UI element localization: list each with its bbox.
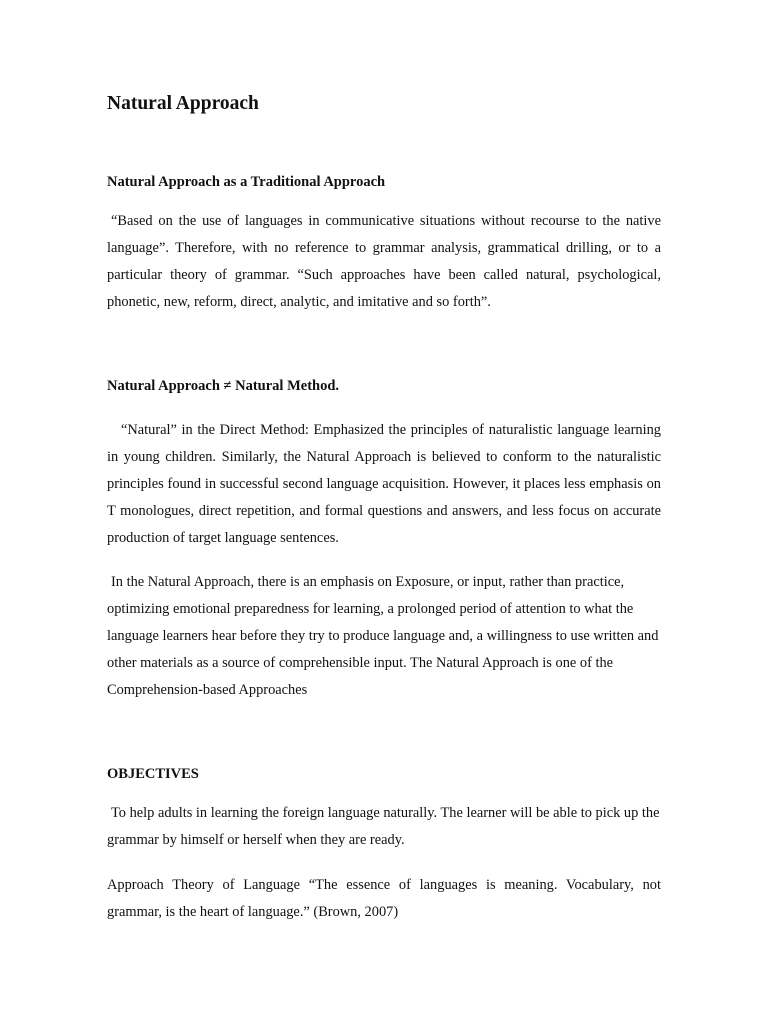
paragraph-traditional-approach: “Based on the use of languages in communicative situations without recourse to the native language”. Therefore, with no reference to grammar analysis, grammatical drilling, or to a particular theory of grammar. “Such approaches have been called natural, psychological, phonetic, new, reform, direct, analytic, and imitative and so forth”. <box>107 213 661 310</box>
document-title: Natural Approach <box>107 93 259 114</box>
paragraph-exposure-input: In the Natural Approach, there is an emphasis on Exposure, or input, rather than practice, optimizing emotional preparedness for learning, a prolonged period of attention to what the language learners hear before they try to produce language and, a willingness to use written and other materials as a source of comprehensible input. The Natural Approach is one of the Comprehension-based Approaches <box>107 574 659 698</box>
paragraph-objectives: To help adults in learning the foreign language naturally. The learner will be able to pick up the grammar by himself or herself when they are ready. <box>107 805 660 848</box>
section-heading-traditional-approach: Natural Approach as a Traditional Approach <box>107 174 386 190</box>
paragraph-theory-of-language: Approach Theory of Language “The essence of languages is meaning. Vocabulary, not grammar, is the heart of language.” (Brown, 2007) <box>107 877 661 920</box>
section-heading-objectives: OBJECTIVES <box>107 766 199 782</box>
section-heading-natural-method: Natural Approach ≠ Natural Method. <box>107 378 340 394</box>
paragraph-direct-method: “Natural” in the Direct Method: Emphasized the principles of naturalistic language learning in young children. Similarly, the Natural Approach is believed to conform to the naturalistic principles found in successful second language acquisition. However, it places less emphasis on T monologues, direct repetition, and formal questions and answers, and less focus on accurate production of target language sentences. <box>107 422 661 546</box>
